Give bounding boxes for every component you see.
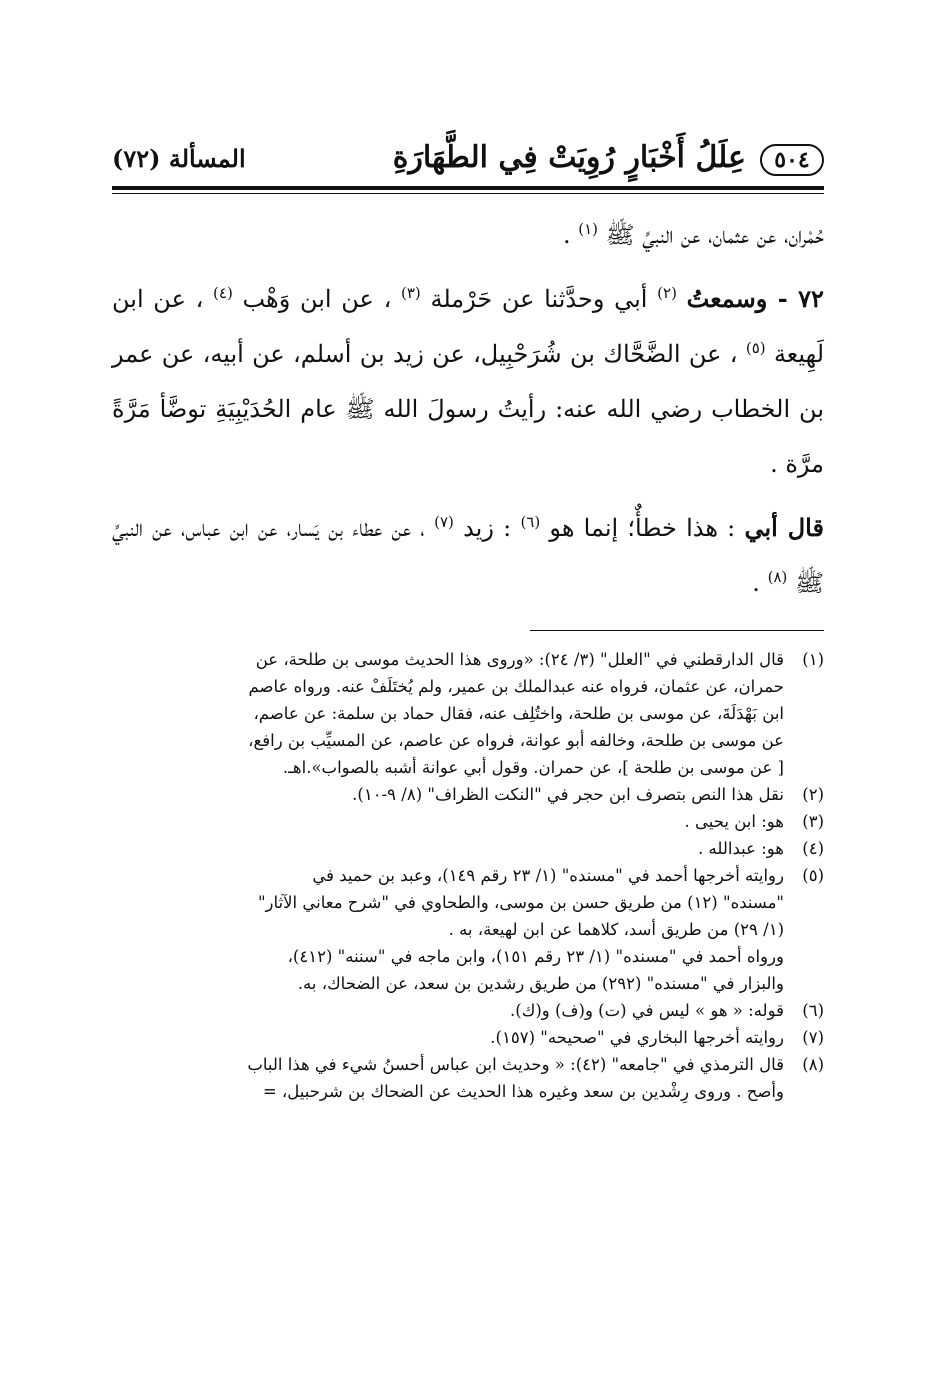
page-number-badge bbox=[760, 144, 824, 176]
footnote-body bbox=[112, 1024, 784, 1051]
footnote-number: (١) bbox=[802, 650, 824, 669]
footnote-ref-3[interactable]: (٣) bbox=[401, 284, 421, 302]
footnote-4 bbox=[112, 835, 824, 862]
footnote-line: قوله: « هو » ليس في (ت) و(ف) و(ك). bbox=[510, 1001, 784, 1020]
footnote-line: [ عن موسى بن طلحة ]، عن حمران. وقول أبي عوانة أشبه بالصواب».اهـ. bbox=[282, 758, 784, 777]
footnote-3 bbox=[112, 808, 824, 835]
paragraph-1-end: . bbox=[562, 221, 571, 249]
paragraph-1-text: حُمْران، عن عثمان، عن النبيِّ ﷺ bbox=[605, 221, 824, 249]
paragraph-2-text-2: ، عن ابن وَهْب bbox=[242, 285, 392, 313]
paragraph-2-text-4: ، عن الضَّحَّاك بن شُرَحْبِيل، عن زيد بن أسلم، عن أبيه، عن عمر بن الخطاب رضي الله عنه: رأيتُ رسولَ الله ﷺ عام الحُدَيْبِيَةِ توضَّأ مَرَّةً مرَّة . bbox=[112, 340, 824, 478]
main-text bbox=[112, 208, 824, 611]
footnote-body bbox=[112, 835, 784, 862]
header-rule-thick bbox=[112, 186, 824, 190]
paragraph-2-lead: ٧٢ - وسمعتُ bbox=[686, 284, 824, 313]
footnote-8 bbox=[112, 1051, 824, 1105]
footnote-number: (٢) bbox=[802, 785, 824, 804]
paragraph-3-text-2: : زيد bbox=[463, 514, 512, 542]
footnote-body bbox=[112, 646, 784, 781]
paragraph-3-text-4: . bbox=[752, 569, 760, 597]
footnote-body bbox=[112, 997, 784, 1024]
footnote-line: روايته أخرجها البخاري في "صحيحه" (١٥٧). bbox=[490, 1028, 784, 1047]
footnote-1 bbox=[112, 646, 824, 781]
paragraph-3-text-1: : هذا خطأٌ؛ إنما هو bbox=[549, 514, 736, 542]
footnote-line: قال الترمذي في "جامعه" (٤٢): « وحديث ابن عباس أحسنُ شيء في هذا الباب bbox=[247, 1055, 784, 1074]
footnote-line: وأصح . وروى رِشْدين بن سعد وغيره هذا الحديث عن الضحاك بن شرحبيل، = bbox=[262, 1082, 784, 1101]
footnote-line: حمران، عن عثمان، فرواه عنه عبدالملك بن عمير، ولم يُختَلَفْ عنه. ورواه عاصم bbox=[248, 677, 784, 696]
footnote-ref-6[interactable]: (٦) bbox=[520, 513, 541, 531]
footnote-number: (٨) bbox=[802, 1055, 824, 1074]
paragraph-2 bbox=[112, 271, 824, 492]
paragraph-3 bbox=[112, 500, 824, 611]
footnote-line: روايته أخرجها أحمد في "مسنده" (١/ ٢٣ رقم ١٤٩)، وعبد بن حميد في bbox=[312, 866, 784, 885]
footnote-ref-8[interactable]: (٨) bbox=[767, 568, 788, 586]
footnote-line: عن موسى بن طلحة، وخالفه أبو عوانة، فرواه عن عاصم، عن المسيِّب بن رافع، bbox=[248, 731, 784, 750]
paragraph-3-text-3: ، عن عطاء بن يَسار، عن ابن عباس، عن النبيِّ ﷺ bbox=[112, 514, 824, 597]
footnote-line: هو: ابن يحيى . bbox=[684, 812, 784, 831]
paragraph-2-text-3: ، عن ابن لَهِيعة bbox=[112, 285, 824, 368]
footnote-line: "مسنده" (١٢) من طريق حسن بن موسى، والطحاوي في "شرح معاني الآثار" bbox=[257, 893, 784, 912]
footnote-6 bbox=[112, 997, 824, 1024]
header-rule-thin bbox=[112, 193, 824, 194]
paragraph-1 bbox=[112, 208, 824, 263]
footnote-ref-5[interactable]: (٥) bbox=[745, 339, 766, 357]
footnote-separator bbox=[530, 630, 824, 631]
footnote-7 bbox=[112, 1024, 824, 1051]
footnote-body bbox=[112, 808, 784, 835]
footnote-ref-4[interactable]: (٤) bbox=[213, 284, 233, 302]
footnote-number: (٥) bbox=[802, 866, 824, 885]
footnote-ref-7[interactable]: (٧) bbox=[434, 513, 454, 531]
footnote-ref-1[interactable]: (١) bbox=[578, 220, 599, 238]
footnote-number: (٧) bbox=[802, 1028, 824, 1047]
footnote-number: (٤) bbox=[802, 839, 824, 858]
paragraph-3-lead: قال أبي bbox=[744, 513, 824, 542]
footnote-number: (٦) bbox=[802, 1001, 824, 1020]
paragraph-2-text-1: أبي وحدَّثنا عن حَرْملة bbox=[430, 285, 648, 313]
footnote-5 bbox=[112, 862, 824, 997]
footnote-body bbox=[112, 862, 784, 997]
footnote-line: قال الدارقطني في "العلل" (٣/ ٢٤): «وروى هذا الحديث موسى بن طلحة، عن bbox=[255, 650, 784, 669]
footnotes bbox=[112, 646, 824, 1105]
page-number: ٥٠٤ bbox=[774, 147, 810, 173]
footnote-line: ورواه أحمد في "مسنده" (١/ ٢٣ رقم ١٥١)، وابن ماجه في "سننه" (٤١٢)، bbox=[287, 947, 784, 966]
footnote-line: نقل هذا النص بتصرف ابن حجر في "النكت الظراف" (٨/ ٩-١٠). bbox=[352, 785, 784, 804]
footnote-ref-2[interactable]: (٢) bbox=[657, 284, 677, 302]
page-header bbox=[112, 138, 824, 184]
footnote-line: ابن بَهْدَلَةَ، عن موسى بن طلحة، واختُلِف عنه، فقال حماد بن سلمة: عن عاصم، bbox=[253, 704, 784, 723]
footnote-number: (٣) bbox=[802, 812, 824, 831]
section-label: المسألة (٧٢) bbox=[112, 144, 246, 173]
footnote-body bbox=[112, 1051, 784, 1105]
footnote-line: هو: عبدالله . bbox=[698, 839, 784, 858]
book-title: عِلَلُ أَخْبَارٍ رُوِيَتْ فِي الطَّهَارَةِ bbox=[392, 140, 746, 175]
footnote-line: والبزار في "مسنده" (٢٩٢) من طريق رشدين بن سعد، عن الضحاك، به. bbox=[297, 974, 784, 993]
footnote-line: (١/ ٢٩) من طريق أسد، كلاهما عن ابن لهيعة، به . bbox=[448, 920, 784, 939]
footnote-body bbox=[112, 781, 784, 808]
footnote-2 bbox=[112, 781, 824, 808]
